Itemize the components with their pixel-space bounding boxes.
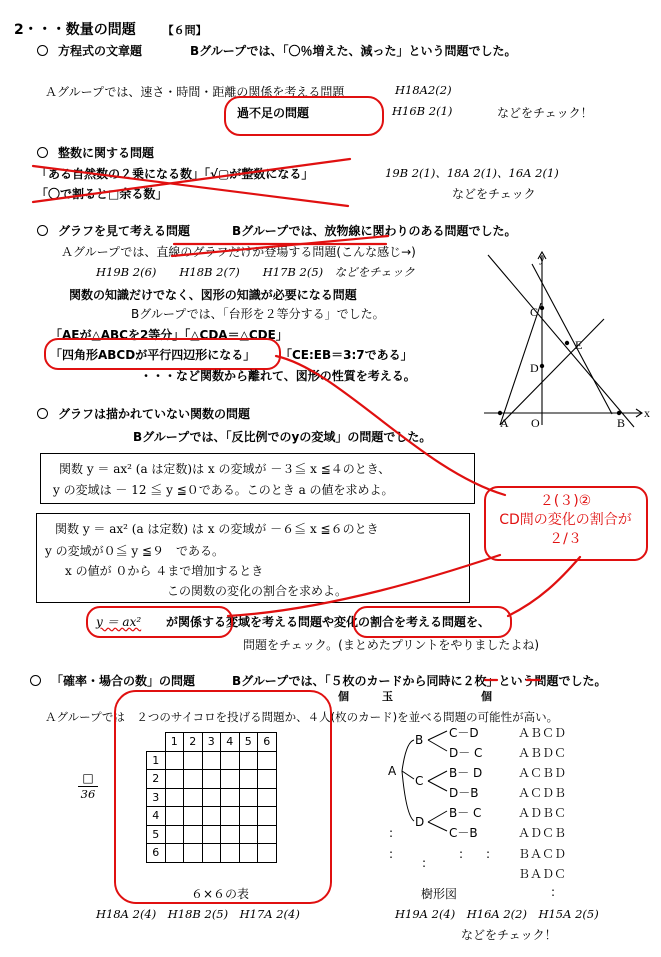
tree-node: D	[415, 815, 425, 829]
perm-item: ＡＣＤＢ	[518, 786, 567, 800]
s3-line6: ・・・など関数から離れて、図形の性質を考える。	[140, 369, 416, 383]
grid-row-header: 5	[147, 825, 166, 844]
s3-heading: グラフを見て考える問題	[37, 222, 190, 239]
tree-leaf: C－D	[449, 726, 479, 740]
grid-row-header: 4	[147, 807, 166, 826]
perm-item: ＡＤＢＣ	[518, 806, 567, 820]
connector-line	[508, 557, 580, 616]
s1-line1: Ａグループでは、速さ・時間・距離の関係を考える問題	[45, 85, 345, 99]
s3-line3: Bグループでは、「台形を２等分する」でした。	[131, 307, 385, 321]
highlight-oval	[86, 606, 233, 638]
summary-text: が関係する変域を考える問題や変化の割合を考える問題を、	[166, 615, 491, 629]
box2-line3: x の値が ０から ４まで増加するとき	[65, 564, 264, 578]
page-title	[14, 19, 207, 39]
graph-label-d: D	[530, 361, 539, 375]
s3-line5a: 「四角形ABCDが平行四辺形になる」	[50, 348, 256, 362]
question-count: 【６問】	[162, 24, 207, 37]
fraction-numerator: □	[82, 771, 94, 785]
grid-corner	[147, 733, 166, 752]
dice-grid	[146, 732, 277, 863]
grid-col-header: 5	[239, 733, 258, 752]
fraction-denominator: 36	[80, 787, 96, 801]
grid-col-header: 2	[184, 733, 203, 752]
perm-item: ＡＣＢＤ	[518, 766, 567, 780]
graph-label-a: A	[500, 416, 509, 430]
fraction	[78, 771, 98, 801]
s2-line1: 「ある自然数の２乗になる数」「√▢が整数になる」	[36, 167, 314, 181]
highlight-oval	[353, 606, 512, 638]
perm-item: ＡＤＣＢ	[518, 826, 567, 840]
s3-line2: 関数の知識だけでなく、図形の知識が必要になる問題	[69, 288, 357, 302]
s1-heading: 方程式の文章題	[37, 42, 142, 59]
s2-check: などをチェック	[452, 187, 536, 201]
s5-check: などをチェック！	[461, 928, 557, 942]
callout-line3: ２/３	[549, 531, 582, 547]
grid-col-header: 1	[165, 733, 184, 752]
s3-line4: 「AEが△ABCを2等分」「△CDA＝△CDE」	[50, 328, 288, 342]
s2-heading: 整数に関する問題	[37, 144, 154, 161]
tree-leaf: D－B	[449, 786, 479, 800]
grid-refs: H18A 2(4) H18B 2(5) H17A 2(4)	[96, 907, 300, 921]
box1-line2: y の変域は － 12 ≦ y ≦０である。このとき a の値を求めよ。	[53, 483, 394, 497]
s1-ref2: H16B 2(1)	[392, 104, 453, 118]
tree-caption: 樹形図	[421, 887, 458, 901]
problem-box-2	[36, 513, 470, 603]
callout-line2: CD間の変化の割合が	[499, 512, 632, 528]
line-ac	[500, 303, 541, 425]
grid-col-header: 6	[258, 733, 277, 752]
s1-line2: 過不足の問題	[237, 106, 310, 120]
tree-leaf: B－ D	[449, 766, 483, 780]
ellipsis-dots: :	[551, 885, 556, 899]
tree-leaf: C－B	[449, 826, 478, 840]
tree-leaf: D－ C	[449, 746, 483, 760]
grid-row-header: 6	[147, 844, 166, 863]
grid-col-header: 3	[202, 733, 221, 752]
grid-caption: ６×６の表	[191, 887, 250, 901]
s3-note: Bグループでは、放物線に関わりのある問題でした。	[232, 224, 517, 238]
s5-heading: 「確率・場合の数」の問題	[30, 672, 195, 689]
grid-row-header: 3	[147, 788, 166, 807]
ellipsis-dots: :	[422, 856, 427, 870]
s2-line2: 「〇で割ると□余る数」	[36, 187, 168, 201]
s1-note: Bグループでは、「〇％増えた、減った」という問題でした。	[190, 44, 517, 58]
perm-item: ＡＢＤＣ	[518, 746, 567, 760]
tree-node: B	[415, 733, 424, 747]
ellipsis-dots: :	[389, 847, 394, 861]
tree-node: C	[415, 774, 424, 788]
summary-line2: 問題をチェック。(まとめたプリントをやりましたよね)	[243, 638, 540, 652]
s3-line1: Ａグループでは、直線のグラフだけが登場する問題(こんな感じ→)	[61, 245, 416, 259]
formula-text: y ＝ ax²	[96, 615, 142, 629]
highlight-oval	[224, 96, 384, 136]
ellipsis-dots: :	[459, 847, 464, 861]
tree-leaf: B－ C	[449, 806, 482, 820]
line-cb	[488, 255, 634, 427]
s4-note: Bグループでは、「反比例でのyの変域」の問題でした。	[133, 430, 432, 444]
bullet-icon	[37, 408, 48, 419]
box1-line1: 関数 y ＝ ax² (a は定数)は x の変域が －３≦ x ≦４のとき、	[59, 462, 391, 476]
box2-line1: 関数 y ＝ ax² (a は定数) は x の変域が －６≦ x ≦６のとき	[55, 522, 379, 536]
graph-label-b: B	[617, 416, 626, 430]
s1-ref1: H18A2(2)	[395, 83, 452, 97]
s5-line1: Ａグループでは ２つのサイコロを投げる問題か、４人(枚のカード)を並べる問題の可能性が高い。	[45, 710, 559, 724]
s3-refs: H19B 2(6) H18B 2(7) H17B 2(5) などをチェック	[96, 265, 415, 279]
ellipsis-dots: :	[389, 826, 394, 840]
graph-label-o: O	[531, 416, 540, 430]
grid-row-header: 1	[147, 751, 166, 770]
s5-note: Bグループでは、「５枚のカードから同時に２枚」という問題でした。	[232, 674, 607, 688]
bullet-icon	[30, 675, 41, 686]
s3-line5b: 「CE:EB＝3:7である」	[280, 348, 413, 362]
graph-label-y: y	[539, 251, 545, 265]
tree-root: A	[388, 764, 397, 778]
grid-row-header: 2	[147, 770, 166, 789]
bullet-icon	[37, 45, 48, 56]
perm-item: ＢＡＣＤ	[518, 847, 567, 861]
perm-item: ＡＢＣＤ	[518, 726, 567, 740]
line-ae	[500, 319, 604, 425]
line-long	[532, 264, 612, 414]
callout-text	[484, 492, 647, 549]
ellipsis-dots: :	[486, 847, 491, 861]
s2-ref1: 19B 2(1)、18A 2(1)、16A 2(1)	[385, 166, 559, 180]
tree-refs: H19A 2(4) H16A 2(2) H15A 2(5)	[395, 907, 599, 921]
box2-line4: この関数の変化の割合を求めよ。	[167, 584, 348, 598]
highlight-oval	[44, 338, 281, 370]
graph-label-e: E	[575, 338, 583, 352]
graph-label-x: x	[644, 406, 650, 420]
callout-line1: ２(３)②	[539, 493, 592, 509]
box2-line2: y の変域が０≦ y ≦９ である。	[45, 544, 225, 558]
bullet-icon	[37, 147, 48, 158]
s4-heading: グラフは描かれていない関数の問題	[37, 405, 250, 422]
perm-item: ＢＡＤＣ	[518, 867, 567, 881]
grid-col-header: 4	[221, 733, 240, 752]
graph-label-c: C	[530, 305, 539, 319]
problem-box-1	[40, 453, 475, 504]
s1-check: などをチェック！	[497, 106, 593, 120]
title-text: 2・・・数量の問題	[14, 22, 136, 38]
bullet-icon	[37, 225, 48, 236]
s5-annotation: 個 玉 個	[338, 690, 492, 703]
